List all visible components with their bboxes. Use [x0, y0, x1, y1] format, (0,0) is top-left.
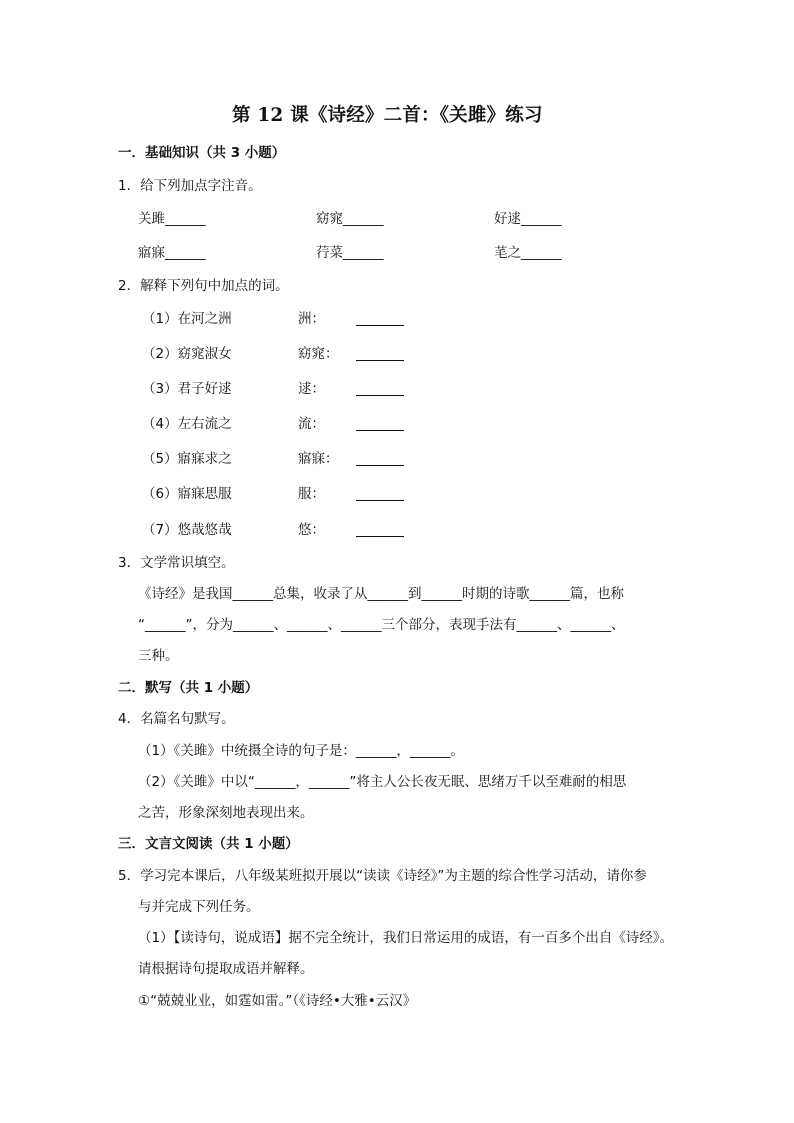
- q4-sub-1: （1）《关雎》中统摄全诗的句子是：______，______。: [138, 743, 464, 759]
- q2-phrase: （6）寤寐思服: [142, 486, 232, 502]
- q2-phrase: （2）窈窕淑女: [142, 346, 232, 362]
- q2-phrase: （3）君子好逑: [142, 381, 232, 397]
- q2-answer-blank: [354, 383, 406, 400]
- q1-item-yaotiao: 窈窕______: [316, 211, 384, 227]
- q2-answer-blank: [354, 453, 406, 470]
- q5-sub-1a: （1）【读诗句，说成语】据不完全统计，我们日常运用的成语，有一百多个出自《诗经》。: [138, 930, 674, 946]
- q4-sub-2b: 之苦，形象深刻地表现出来。: [138, 805, 314, 821]
- question-5-stem-b: 与并完成下列任务。: [138, 899, 260, 915]
- q3-line-1: 《诗经》是我国______总集，收录了从______到______时期的诗歌______篇，也称: [138, 586, 624, 602]
- q1-item-maozhi: 芼之______: [494, 245, 562, 261]
- q3-line-3: 三种。: [138, 648, 179, 664]
- q2-word: 逑：: [298, 381, 325, 397]
- q2-word: 流：: [298, 416, 325, 432]
- section-heading-reading: 三．文言文阅读（共 1 小题）: [118, 836, 299, 852]
- q2-answer-blank: [354, 524, 406, 541]
- section-heading-basics: 一．基础知识（共 3 小题）: [118, 145, 286, 161]
- q2-word: 窈窕：: [298, 346, 339, 362]
- q2-answer-blank: [354, 418, 406, 435]
- q1-item-wumei: 寤寐______: [138, 245, 206, 261]
- q4-sub-2a: （2）《关雎》中以“______，______”将主人公长夜无眠、思绪万千以至难耐的相思: [138, 774, 627, 790]
- q2-phrase: （7）悠哉悠哉: [142, 522, 232, 538]
- q1-item-haoqiu: 好逑______: [494, 211, 562, 227]
- q1-item-guanju: 关雎______: [138, 211, 206, 227]
- q5-sub-1b: 请根据诗句提取成语并解释。: [138, 961, 314, 977]
- section-heading-dictation: 二．默写（共 1 小题）: [118, 680, 259, 696]
- question-4-stem: 4．名篇名句默写。: [118, 711, 235, 727]
- question-3-stem: 3．文学常识填空。: [118, 555, 235, 571]
- question-2-stem: 2．解释下列句中加点的词。: [118, 278, 289, 294]
- q2-word: 悠：: [298, 522, 325, 538]
- q2-answer-blank: [354, 348, 406, 365]
- q5-item-1: ①“兢兢业业，如霆如雷。”（《诗经•大雅•云汉》: [138, 993, 417, 1009]
- q2-phrase: （1）在河之洲: [142, 311, 232, 327]
- q2-answer-blank: [354, 313, 406, 330]
- question-1-stem: 1．给下列加点字注音。: [118, 178, 262, 194]
- question-5-stem-a: 5．学习完本课后，八年级某班拟开展以“读读《诗经》”为主题的综合性学习活动，请你参: [118, 868, 647, 884]
- page-title: 第 12 课《诗经》二首：《关雎》练习: [232, 105, 543, 126]
- q2-phrase: （4）左右流之: [142, 416, 232, 432]
- q1-item-xingcai: 荇菜______: [316, 245, 384, 261]
- q3-line-2: “______”，分为______、______、______三个部分，表现手法有______、______、: [138, 617, 625, 633]
- q2-phrase: （5）寤寐求之: [142, 451, 232, 467]
- q2-answer-blank: [354, 488, 406, 505]
- q2-word: 洲：: [298, 311, 325, 327]
- q2-word: 寤寐：: [298, 451, 339, 467]
- q2-word: 服：: [298, 486, 325, 502]
